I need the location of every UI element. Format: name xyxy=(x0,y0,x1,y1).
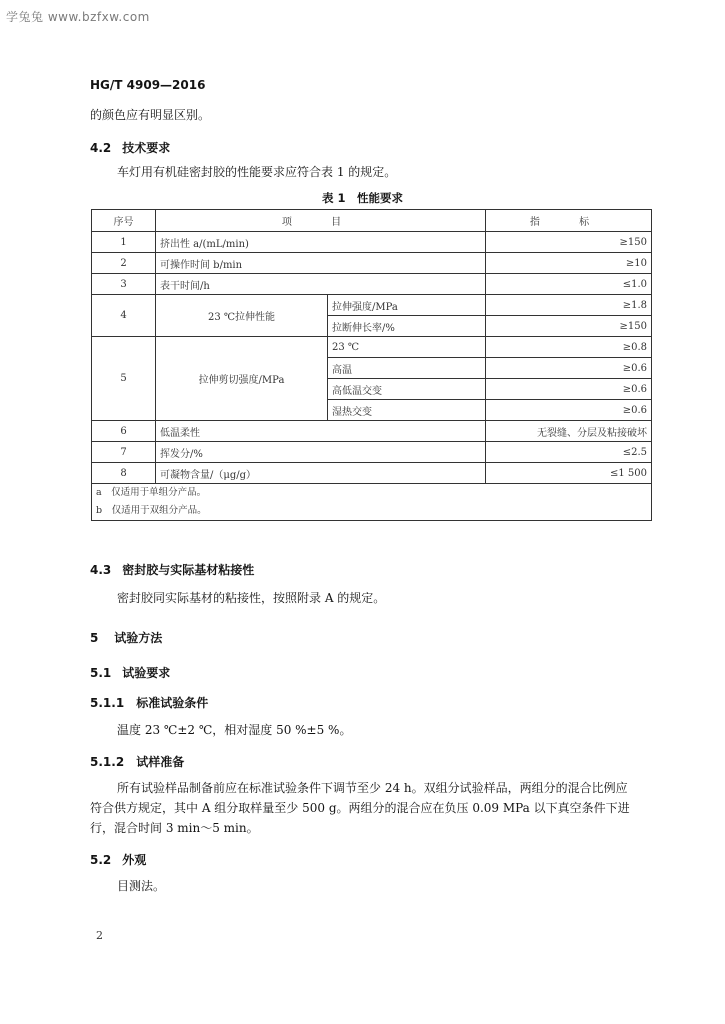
table-row xyxy=(92,274,652,295)
section-heading-5-2 xyxy=(90,851,146,868)
row-item: 低温柔性 xyxy=(156,421,486,442)
paragraph-5-1-2-line: 符合供方规定，其中 A 组分取样量至少 500 g。两组分的混合应在负压 0.09 MPa 以下真空条件下进 xyxy=(90,801,630,815)
section-heading-5 xyxy=(90,629,162,646)
table-header-row xyxy=(92,210,652,232)
row-seq: 1 xyxy=(92,232,156,253)
section-title: 外观 xyxy=(122,853,147,867)
paragraph-5-1-2-line: 所有试验样品制备前应在标准试验条件下调节至少 24 h。双组分试验样品，两组分的混合比例应 xyxy=(117,781,628,795)
continuation-text: 的颜色应有明显区别。 xyxy=(90,108,211,122)
table-row xyxy=(92,253,652,274)
table-title: 表 1 性能要求 xyxy=(321,191,403,205)
section-title: 试验方法 xyxy=(114,631,163,645)
row-value: ≥0.6 xyxy=(486,379,652,400)
row-value: ≤2.5 xyxy=(486,442,652,463)
page-number: 2 xyxy=(96,929,103,942)
table-note: b 仅适用于双组分产品。 xyxy=(96,505,207,516)
section-heading-5-1-2 xyxy=(90,753,184,770)
table-row xyxy=(92,232,652,253)
row-subitem: 湿热交变 xyxy=(328,400,486,421)
row-item: 挤出性 a/(mL/min) xyxy=(156,232,486,253)
paragraph-5-1-2-line: 行，混合时间 3 min～5 min。 xyxy=(90,821,259,835)
row-subitem: 高温 xyxy=(328,358,486,379)
row-subitem: 拉断伸长率/% xyxy=(328,316,486,337)
standard-code: HG/T 4909—2016 xyxy=(90,78,206,92)
header-seq: 序号 xyxy=(92,210,156,232)
row-value: ≥1.8 xyxy=(486,295,652,316)
row-seq: 4 xyxy=(92,295,156,337)
watermark: 学兔兔 www.bzfxw.com xyxy=(6,10,150,24)
section-title: 试样准备 xyxy=(136,755,185,769)
row-seq: 7 xyxy=(92,442,156,463)
table-row xyxy=(92,337,652,358)
section-title: 试验要求 xyxy=(122,666,171,680)
row-seq: 3 xyxy=(92,274,156,295)
row-subitem: 高低温交变 xyxy=(328,379,486,400)
row-item: 表干时间/h xyxy=(156,274,486,295)
row-item: 可凝物含量/（μg/g） xyxy=(156,463,486,484)
row-item: 拉伸剪切强度/MPa xyxy=(156,337,328,421)
section-heading-5-1-1 xyxy=(90,694,208,711)
row-subitem: 23 ℃ xyxy=(328,337,486,358)
section-heading-5-1 xyxy=(90,664,170,681)
table-row xyxy=(92,295,652,316)
row-item: 可操作时间 b/min xyxy=(156,253,486,274)
row-value: ≥150 xyxy=(486,232,652,253)
section-number: 5.2 xyxy=(90,853,112,867)
section-number: 5 xyxy=(90,631,99,645)
table-note: a 仅适用于单组分产品。 xyxy=(96,487,207,498)
section-title: 技术要求 xyxy=(122,141,171,155)
table-notes xyxy=(92,484,652,521)
row-seq: 2 xyxy=(92,253,156,274)
row-value: ≥0.6 xyxy=(486,400,652,421)
row-value: ≥0.6 xyxy=(486,358,652,379)
row-value: 无裂缝、分层及粘接破坏 xyxy=(486,421,652,442)
row-value: ≥0.8 xyxy=(486,337,652,358)
paragraph-4-2: 车灯用有机硅密封胶的性能要求应符合表 1 的规定。 xyxy=(117,165,397,179)
row-value: ≤1 500 xyxy=(486,463,652,484)
row-seq: 6 xyxy=(92,421,156,442)
section-title: 标准试验条件 xyxy=(136,696,209,710)
section-heading-4-3 xyxy=(90,561,254,578)
performance-table xyxy=(91,209,652,521)
paragraph-4-3: 密封胶同实际基材的粘接性，按照附录 A 的规定。 xyxy=(117,591,386,605)
header-item: 项 目 xyxy=(156,210,486,232)
table-row xyxy=(92,421,652,442)
section-number: 5.1.2 xyxy=(90,755,125,769)
table-notes-row xyxy=(92,484,652,521)
paragraph-5-2: 目测法。 xyxy=(117,879,166,893)
row-value: ≥150 xyxy=(486,316,652,337)
section-heading-4-2 xyxy=(90,139,170,156)
row-item: 23 ℃拉伸性能 xyxy=(156,295,328,337)
section-number: 5.1 xyxy=(90,666,112,680)
row-seq: 8 xyxy=(92,463,156,484)
section-number: 4.2 xyxy=(90,141,112,155)
row-value: ≤1.0 xyxy=(486,274,652,295)
header-index: 指 标 xyxy=(486,210,652,232)
table-row xyxy=(92,442,652,463)
row-subitem: 拉伸强度/MPa xyxy=(328,295,486,316)
paragraph-5-1-1: 温度 23 ℃±2 ℃，相对湿度 50 %±5 %。 xyxy=(117,723,352,737)
section-title: 密封胶与实际基材粘接性 xyxy=(122,563,255,577)
row-item: 挥发分/% xyxy=(156,442,486,463)
section-number: 4.3 xyxy=(90,563,112,577)
row-value: ≥10 xyxy=(486,253,652,274)
table-row xyxy=(92,463,652,484)
section-number: 5.1.1 xyxy=(90,696,125,710)
row-seq: 5 xyxy=(92,337,156,421)
